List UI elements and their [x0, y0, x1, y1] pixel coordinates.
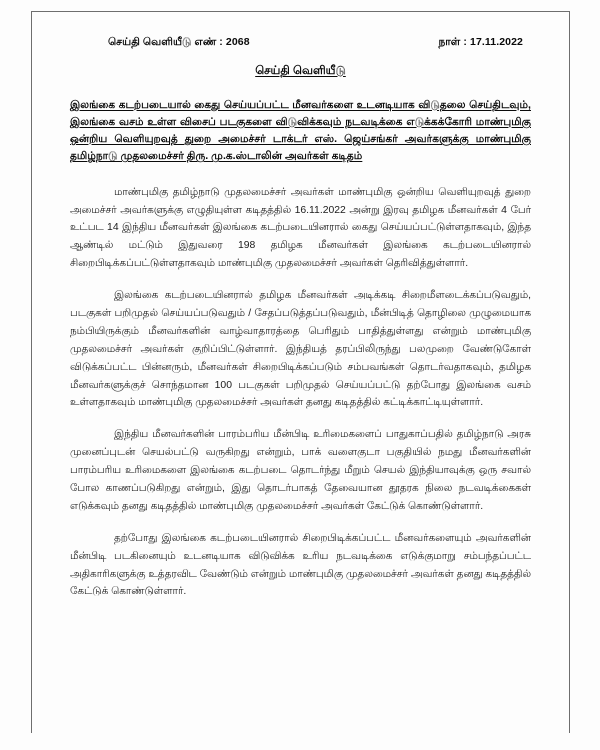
body-paragraph: தற்போது இலங்கை கடற்படையினரால் சிறைபிடிக்கப்பட்ட மீனவர்களையும் அவர்களின் மீன்பிடி படகினையும் உடனடியாக விடுவிக்க உரிய நடவடிக்கை எடுக்குமாறு சம்பந்தப்பட்ட அதிகாரிகளுக்கு உத்தரவிட வேண்டும் என்றும் மாண்புமிகு முதலமைச்சர் அவர்கள் தனது கடிதத்தில் கேட்டுக் கொண்டுள்ளார்.: [70, 532, 532, 598]
document-header: [70, 36, 531, 49]
page-border-right: [569, 11, 570, 733]
page-title: செய்தி வெளியீடு: [255, 65, 346, 77]
body-paragraph: மாண்புமிகு தமிழ்நாடு முதலமைச்சர் அவர்கள் மாண்புமிகு ஒன்றிய வெளியுறவுத் துறை அமைச்சர் அவர்களுக்கு எழுதியுள்ள கடிதத்தில் 16.11.2022 அன்று இரவு தமிழக மீனவர்கள் 4 பேர் உட்பட 14 இந்திய மீனவர்கள் இலங்கை கடற்படையினரால் கைது செய்யப்பட்டுள்ளதாகவும், இந்த ஆண்டில் மட்டும் இதுவரை 198 தமிழக மீனவர்கள் இலங்கை கடற்படையினரால் சிறைபிடிக்கப்பட்டுள்ளதாகவும் மாண்புமிகு முதலமைச்சர் அவர்கள் தெரிவித்துள்ளார்.: [70, 186, 531, 270]
release-date: நாள் : 17.11.2022: [438, 36, 523, 48]
document-content: [32, 12, 569, 732]
release-number: செய்தி வெளியீடு எண் : 2068: [108, 36, 250, 48]
body-paragraph: இலங்கை கடற்படையினரால் தமிழக மீனவர்கள் அடிக்கடி சிறைமீளடைக்கப்படுவதும், படகுகள் பறிமுதல் செய்யப்படுவதும் / சேதப்படுத்தப்படுவதும், மீன்பிடித் தொழிலை முழுமையாக நம்பியிருக்கும் மீனவர்களின் வாழ்வாதாரத்தை பெரிதும் பாதித்துள்ளது என்றும் மாண்புமிகு முதலமைச்சர் அவர்கள் குறிப்பிட்டுள்ளார். இந்தியத் தரப்பிலிருந்து பலமுறை வேண்டுகோள் விடுக்கப்பட்ட பின்னரும், மீனவர்கள் சிறைபிடிக்கப்படும் சம்பவங்கள் தொடர்வதாகவும், தமிழக மீனவர்களுக்குச் சொந்தமான 100 படகுகள் பறிமுதல் செய்யப்பட்டு தற்போது இலங்கை வசம் உள்ளதாகவும் மாண்புமிகு முதலமைச்சர் அவர்கள் தனது கடிதத்தில் கட்டிக்காட்டியுள்ளார்.: [70, 290, 531, 409]
body-paragraph: இந்திய மீனவர்களின் பாரம்பரிய மீன்பிடி உரிமைகளைப் பாதுகாப்பதில் தமிழ்நாடு அரசு முனைப்புடன் செயல்பட்டு வருகிறது என்றும், பாக் வளைகுடா பகுதியில் நமது மீனவர்களின் பாரம்பரிய உரிமைகளை இலங்கை கடற்படை தொடர்ந்து மீறும் செயல் இந்தியாவுக்கு ஒரு சவால் போல காணப்படுகிறது என்றும், இது தொடர்பாகத் தேவையான தூதரக நிலை நடவடிக்கைகள் எடுக்கவும் தனது கடிதத்தில் மாண்புமிகு முதலமைச்சர் அவர்கள் கேட்டுக் கொண்டுள்ளார்.: [70, 429, 531, 512]
headline: இலங்கை கடற்படையால் கைது செய்யப்பட்ட மீனவர்களை உடனடியாக விடுதலை செய்திடவும், இலங்கை வசம் உள்ள விசைப் படகுகளை விடுவிக்கவும் நடவடிக்கை எடுக்கக்கோரி மாண்புமிகு ஒன்றிய வெளியுறவுத் துறை அமைச்சர் டாக்டர் எஸ். ஜெய்சங்கர் அவர்களுக்கு மாண்புமிகு தமிழ்நாடு முதலமைச்சர் திரு. மு.க.ஸ்டாலின் அவர்கள் கடிதம்: [70, 99, 531, 163]
